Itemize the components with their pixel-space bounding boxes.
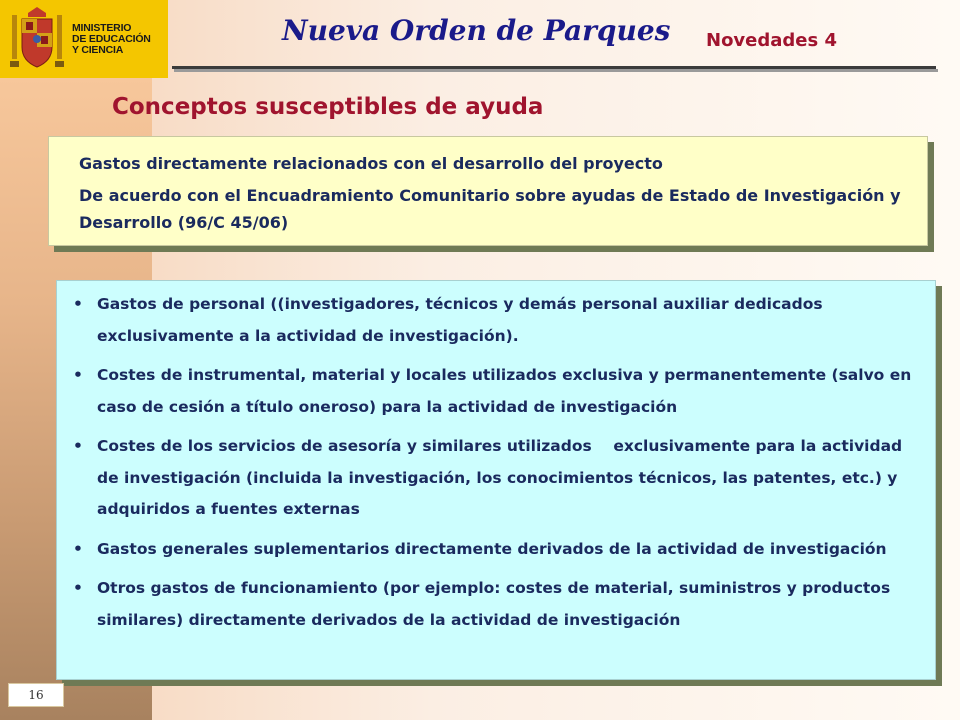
- list-item: [71, 573, 915, 636]
- list-item: [71, 289, 915, 352]
- list-item-text: Otros gastos de funcionamiento (por ejemplo: costes de material, suministros y productos similares) directamente derivados de la actividad de investigación: [97, 579, 891, 629]
- ministry-logo: [0, 0, 168, 78]
- intro-line-2: De acuerdo con el Encuadramiento Comunitario sobre ayudas de Estado de Investigación y Desarrollo (96/C 45/06): [79, 186, 901, 232]
- page-title: Nueva Orden de Parques: [282, 14, 671, 47]
- section-tag: Novedades 4: [706, 30, 838, 51]
- bullet-icon: •: [73, 579, 83, 597]
- ministry-line: DE EDUCACIÓN: [72, 32, 151, 45]
- header-divider: [172, 66, 936, 69]
- concepts-list-box: [56, 280, 936, 680]
- bullet-icon: •: [73, 437, 83, 455]
- list-item: [71, 534, 915, 566]
- list-item: [71, 431, 915, 526]
- slide-subtitle: Conceptos susceptibles de ayuda: [112, 94, 544, 120]
- bullet-icon: •: [73, 295, 83, 313]
- bullet-icon: •: [73, 366, 83, 384]
- list-item-text: Gastos generales suplementarios directamente derivados de la actividad de investigación: [97, 539, 887, 558]
- ministry-line: MINISTERIO: [72, 21, 132, 34]
- list-item-text: Costes de los servicios de asesoría y similares utilizados exclusivamente para la actividad de investigación (incluida la investigación, los conocimientos técnicos, las patentes, etc.) y adquiridos a fuentes externas: [97, 437, 908, 518]
- list-item-text: Costes de instrumental, material y locales utilizados exclusiva y permanentemente (salvo en caso de cesión a título oneroso) para la actividad de investigación: [97, 366, 912, 416]
- ministry-line: Y CIENCIA: [72, 43, 124, 56]
- ministry-name: [72, 23, 151, 56]
- coat-of-arms-icon: [8, 5, 66, 73]
- intro-line-1: Gastos directamente relacionados con el desarrollo del proyecto: [79, 154, 663, 173]
- intro-box: [48, 136, 928, 246]
- bullet-icon: •: [73, 539, 83, 558]
- page-number: 16: [8, 683, 64, 707]
- list-item: [71, 360, 915, 423]
- concepts-list: [71, 289, 915, 636]
- list-item-text: Gastos de personal ((investigadores, técnicos y demás personal auxiliar dedicados exclusivamente a la actividad de investigación).: [97, 295, 823, 345]
